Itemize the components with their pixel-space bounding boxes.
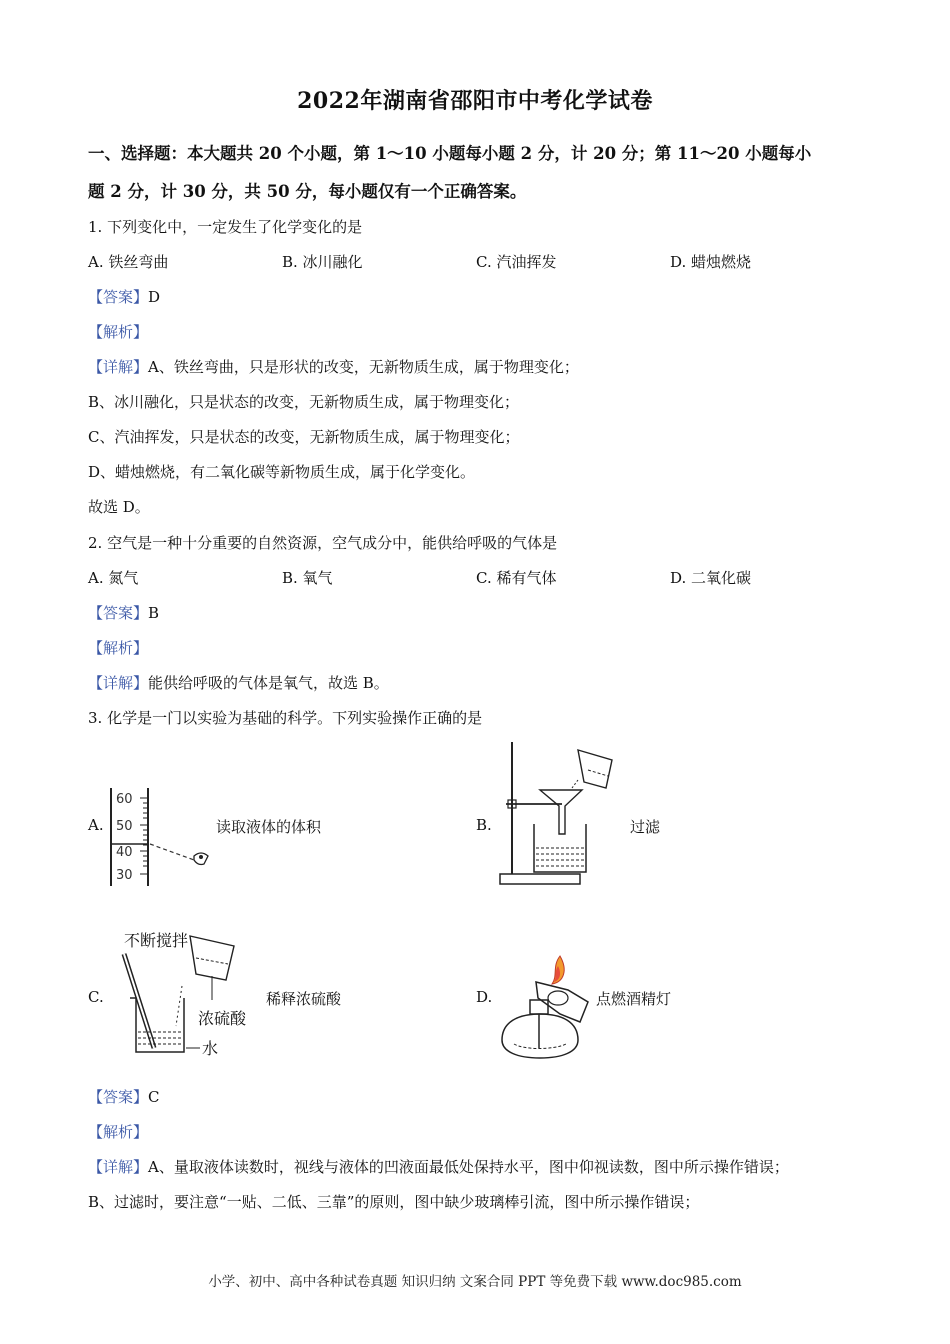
q3-fig-c-letter: C.	[88, 988, 104, 1006]
cylinder-tick-30: 30	[116, 868, 133, 883]
q2-option-b: B. 氧气	[282, 569, 333, 587]
answer-tag: 【答案】	[88, 288, 149, 306]
analysis-tag: 【解析】	[88, 323, 149, 341]
q3-fig-a-letter: A.	[88, 816, 104, 834]
q3-fig-b-letter: B.	[476, 816, 492, 834]
q2-stem: 2. 空气是一种十分重要的自然资源，空气成分中，能供给呼吸的气体是	[88, 534, 558, 552]
q3-fig-b-caption: 过滤	[630, 818, 661, 836]
detail-tag: 【详解】	[88, 358, 149, 376]
q2-answer-value: B	[148, 604, 160, 622]
analysis-tag: 【解析】	[88, 639, 149, 657]
cylinder-tick-40: 40	[116, 845, 133, 860]
q1-option-b: B. 冰川融化	[282, 253, 363, 271]
q3-stem: 3. 化学是一门以实验为基础的科学。下列实验操作正确的是	[88, 709, 483, 727]
q3-fig-c-caption: 稀释浓硫酸	[266, 990, 342, 1008]
q3-analysis	[88, 1121, 148, 1142]
q3-detail-b: B、过滤时，要注意“一贴、二低、三靠”的原则，图中缺少玻璃棒引流，图中所示操作错误；	[88, 1193, 700, 1211]
q1-answer	[88, 286, 160, 307]
dilution-figure	[116, 924, 266, 1060]
q1-answer-value: D	[148, 288, 161, 306]
q1-detail-d: D、蜡烛燃烧，有二氧化碳等新物质生成，属于化学变化。	[88, 463, 476, 481]
q3-fig-d-letter: D.	[476, 988, 493, 1006]
q1-analysis	[88, 321, 148, 342]
detail-tag: 【详解】	[88, 674, 149, 692]
q2-analysis	[88, 637, 148, 658]
q2-option-a: A. 氮气	[88, 569, 139, 587]
acid-label: 浓硫酸	[198, 1009, 247, 1028]
q2-answer	[88, 602, 159, 623]
answer-tag: 【答案】	[88, 604, 149, 622]
q2-option-c: C. 稀有气体	[476, 569, 557, 587]
q1-option-d: D. 蜡烛燃烧	[670, 253, 752, 271]
q3-detail-a-text: A、量取液体读数时，视线与液体的凹液面最低处保持水平，图中仰视读数，图中所示操作错误；	[148, 1158, 789, 1176]
q1-detail-a	[88, 356, 579, 377]
detail-tag: 【详解】	[88, 1158, 149, 1176]
filtration-figure	[496, 740, 626, 888]
water-label: 水	[202, 1039, 219, 1058]
q3-answer-value: C	[148, 1088, 160, 1106]
q1-detail-a-text: A、铁丝弯曲，只是形状的改变，无新物质生成，属于物理变化；	[148, 358, 579, 376]
alcohol-lamp-figure	[494, 952, 598, 1060]
q2-option-d: D. 二氧化碳	[670, 569, 752, 587]
section-heading-line2: 题 2 分，计 30 分，共 50 分，每小题仅有一个正确答案。	[88, 182, 527, 201]
q1-conclusion: 故选 D。	[88, 498, 150, 516]
q1-detail-c: C、汽油挥发，只是状态的改变，无新物质生成，属于物理变化；	[88, 428, 520, 446]
cylinder-tick-50: 50	[116, 819, 133, 834]
analysis-tag: 【解析】	[88, 1123, 149, 1141]
q2-detail	[88, 672, 389, 693]
q1-stem: 1. 下列变化中，一定发生了化学变化的是	[88, 218, 363, 236]
q2-detail-text: 能供给呼吸的气体是氧气，故选 B。	[148, 674, 389, 692]
q3-fig-d-caption: 点燃酒精灯	[596, 990, 672, 1008]
cylinder-tick-60: 60	[116, 792, 133, 807]
q1-option-a: A. 铁丝弯曲	[88, 253, 169, 271]
section-heading-line1: 一、选择题：本大题共 20 个小题，第 1～10 小题每小题 2 分，计 20 分；第 11～20 小题每小	[88, 144, 812, 163]
page-footer: 小学、初中、高中各种试卷真题 知识归纳 文案合同 PPT 等免费下载 www.doc985.com	[208, 1274, 742, 1290]
stir-label: 不断搅拌	[124, 931, 189, 950]
page-title: 2022年湖南省邵阳市中考化学试卷	[297, 88, 653, 114]
graduated-cylinder-figure	[106, 786, 216, 890]
q1-detail-b: B、冰川融化，只是状态的改变，无新物质生成，属于物理变化；	[88, 393, 520, 411]
answer-tag: 【答案】	[88, 1088, 149, 1106]
q3-detail-a	[88, 1156, 789, 1177]
q3-answer	[88, 1086, 160, 1107]
q1-option-c: C. 汽油挥发	[476, 253, 557, 271]
q3-fig-a-caption: 读取液体的体积	[216, 818, 322, 836]
